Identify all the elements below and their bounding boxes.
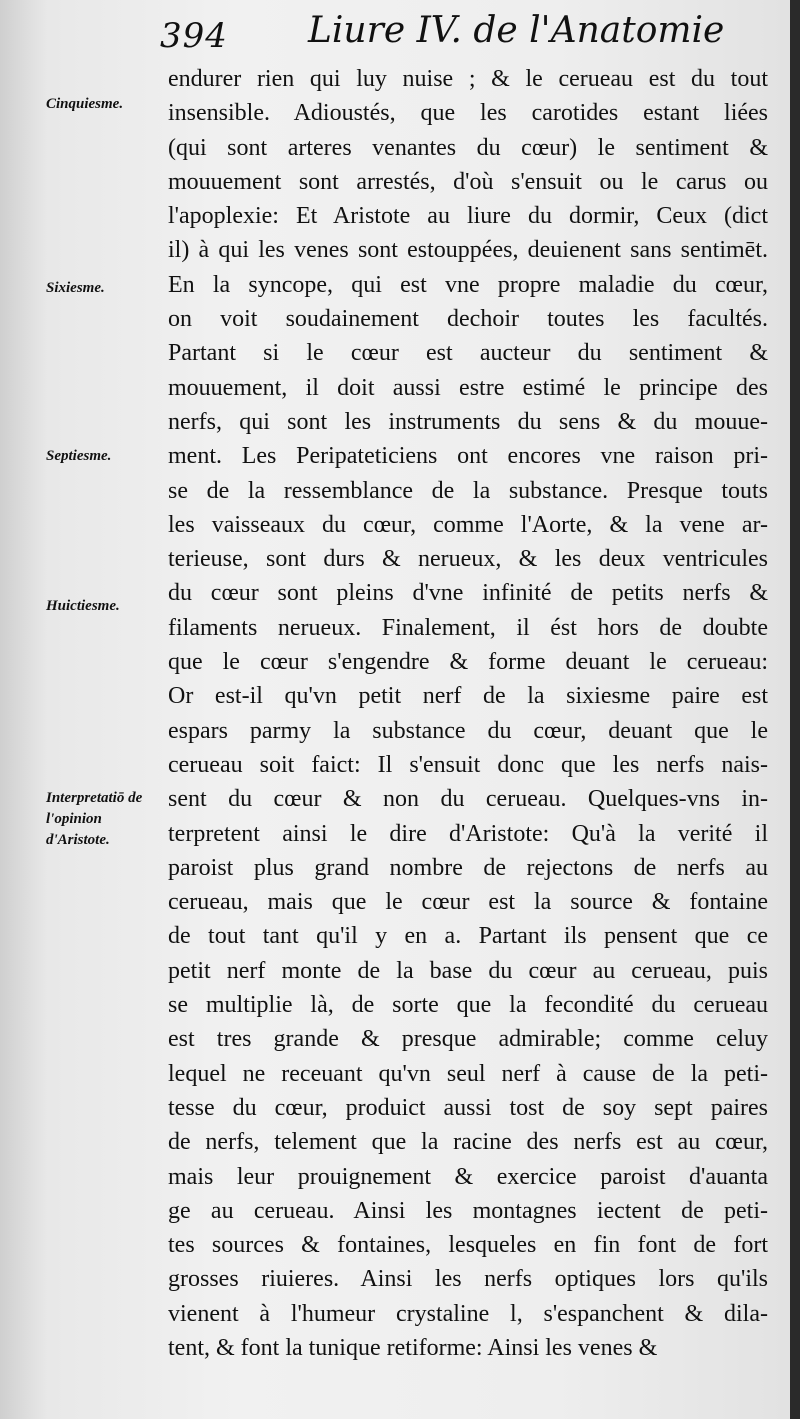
page-number: 394 bbox=[160, 16, 228, 56]
page-header bbox=[160, 8, 760, 56]
text-line: vienent à l'humeur crystaline l, s'espanchent & dila- bbox=[168, 1300, 768, 1327]
text-line: cerueau soit faict: Il s'ensuit donc que les nerfs nais- bbox=[168, 751, 768, 778]
text-line: est tres grande & presque admirable; comme celuy bbox=[168, 1026, 768, 1053]
text-line: ment. Les Peripateticiens ont encores vne raison pri- bbox=[168, 443, 768, 470]
text-line: tesse du cœur, produict aussi tost de soy sept paires bbox=[168, 1094, 768, 1121]
margin-note-septiesme: Septiesme. bbox=[46, 448, 112, 464]
margin-note-huictiesme: Huictiesme. bbox=[46, 598, 120, 614]
text-line: de tout tant qu'il y en a. Partant ils pensent que ce bbox=[168, 923, 768, 950]
text-line: mouuement sont arrestés, d'où s'ensuit ou le carus ou bbox=[168, 168, 768, 195]
text-line: grosses riuieres. Ainsi les nerfs optiques lors qu'ils bbox=[168, 1266, 768, 1293]
text-line: se multiplie là, de sorte que la fecondité du cerueau bbox=[168, 992, 768, 1019]
body-text bbox=[168, 62, 768, 1365]
text-line: terieuse, sont durs & nerueux, & les deux ventricules bbox=[168, 546, 768, 573]
text-line: tent, & font la tunique retiforme: Ainsi les venes & bbox=[168, 1334, 658, 1361]
text-line: mouuement, il doit aussi estre estimé le principe des bbox=[168, 374, 768, 401]
text-line: ge au cerueau. Ainsi les montagnes iectent de peti- bbox=[168, 1197, 768, 1224]
text-line: sent du cœur & non du cerueau. Quelques-vns in- bbox=[168, 786, 768, 813]
text-line: petit nerf monte de la base du cœur au cerueau, puis bbox=[168, 957, 768, 984]
text-line: du cœur sont pleins d'vne infinité de petits nerfs & bbox=[168, 580, 768, 607]
text-line: nerfs, qui sont les instruments du sens & du mouue- bbox=[168, 408, 768, 435]
margin-note-sixiesme: Sixiesme. bbox=[46, 280, 105, 296]
text-line: filaments nerueux. Finalement, il ést hors de doubte bbox=[168, 614, 768, 641]
text-line: Partant si le cœur est aucteur du sentiment & bbox=[168, 340, 768, 367]
text-line: les vaisseaux du cœur, comme l'Aorte, & la vene ar- bbox=[168, 511, 768, 538]
margin-note-cinquiesme: Cinquiesme. bbox=[46, 96, 124, 112]
text-line: cerueau, mais que le cœur est la source & fontaine bbox=[168, 889, 768, 916]
text-line: endurer rien qui luy nuise ; & le cerueau est du tout bbox=[168, 66, 768, 92]
text-line: il) à qui les venes sont estouppées, deuienent sans sentimēt. bbox=[168, 237, 768, 264]
text-line: paroist plus grand nombre de rejectons de nerfs au bbox=[168, 854, 768, 881]
page-edge-shadow bbox=[790, 0, 800, 1419]
text-line: espars parmy la substance du cœur, deuant que le bbox=[168, 717, 768, 744]
text-line: tes sources & fontaines, lesqueles en fin font de fort bbox=[168, 1232, 768, 1259]
text-line: insensible. Adioustés, que les carotides estant liées bbox=[168, 100, 768, 127]
text-line: que le cœur s'engendre & forme deuant le cerueau: bbox=[168, 649, 768, 676]
running-title: Liure IV. de l'Anatomie bbox=[308, 10, 725, 51]
text-line: se de la ressemblance de la substance. Presque touts bbox=[168, 477, 768, 504]
text-line: on voit soudainement dechoir toutes les facultés. bbox=[168, 306, 768, 333]
text-line: Or est-il qu'vn petit nerf de la sixiesme paire est bbox=[168, 683, 768, 710]
text-line: l'apoplexie: Et Aristote au liure du dormir, Ceux (dict bbox=[168, 203, 768, 230]
text-line: (qui sont arteres venantes du cœur) le sentiment & bbox=[168, 134, 768, 161]
text-line: En la syncope, qui est vne propre maladie du cœur, bbox=[168, 271, 768, 298]
text-line: lequel ne receuant qu'vn seul nerf à cause de la peti- bbox=[168, 1060, 768, 1087]
text-line: de nerfs, telement que la racine des nerfs est au cœur, bbox=[168, 1129, 768, 1156]
margin-note-interpretation: Interpretatiō de l'opinion d'Aristote. bbox=[46, 790, 143, 848]
text-line: terpretent ainsi le dire d'Aristote: Qu'à la verité il bbox=[168, 820, 768, 847]
text-line: mais leur prouignement & exercice paroist d'auanta bbox=[168, 1163, 768, 1190]
